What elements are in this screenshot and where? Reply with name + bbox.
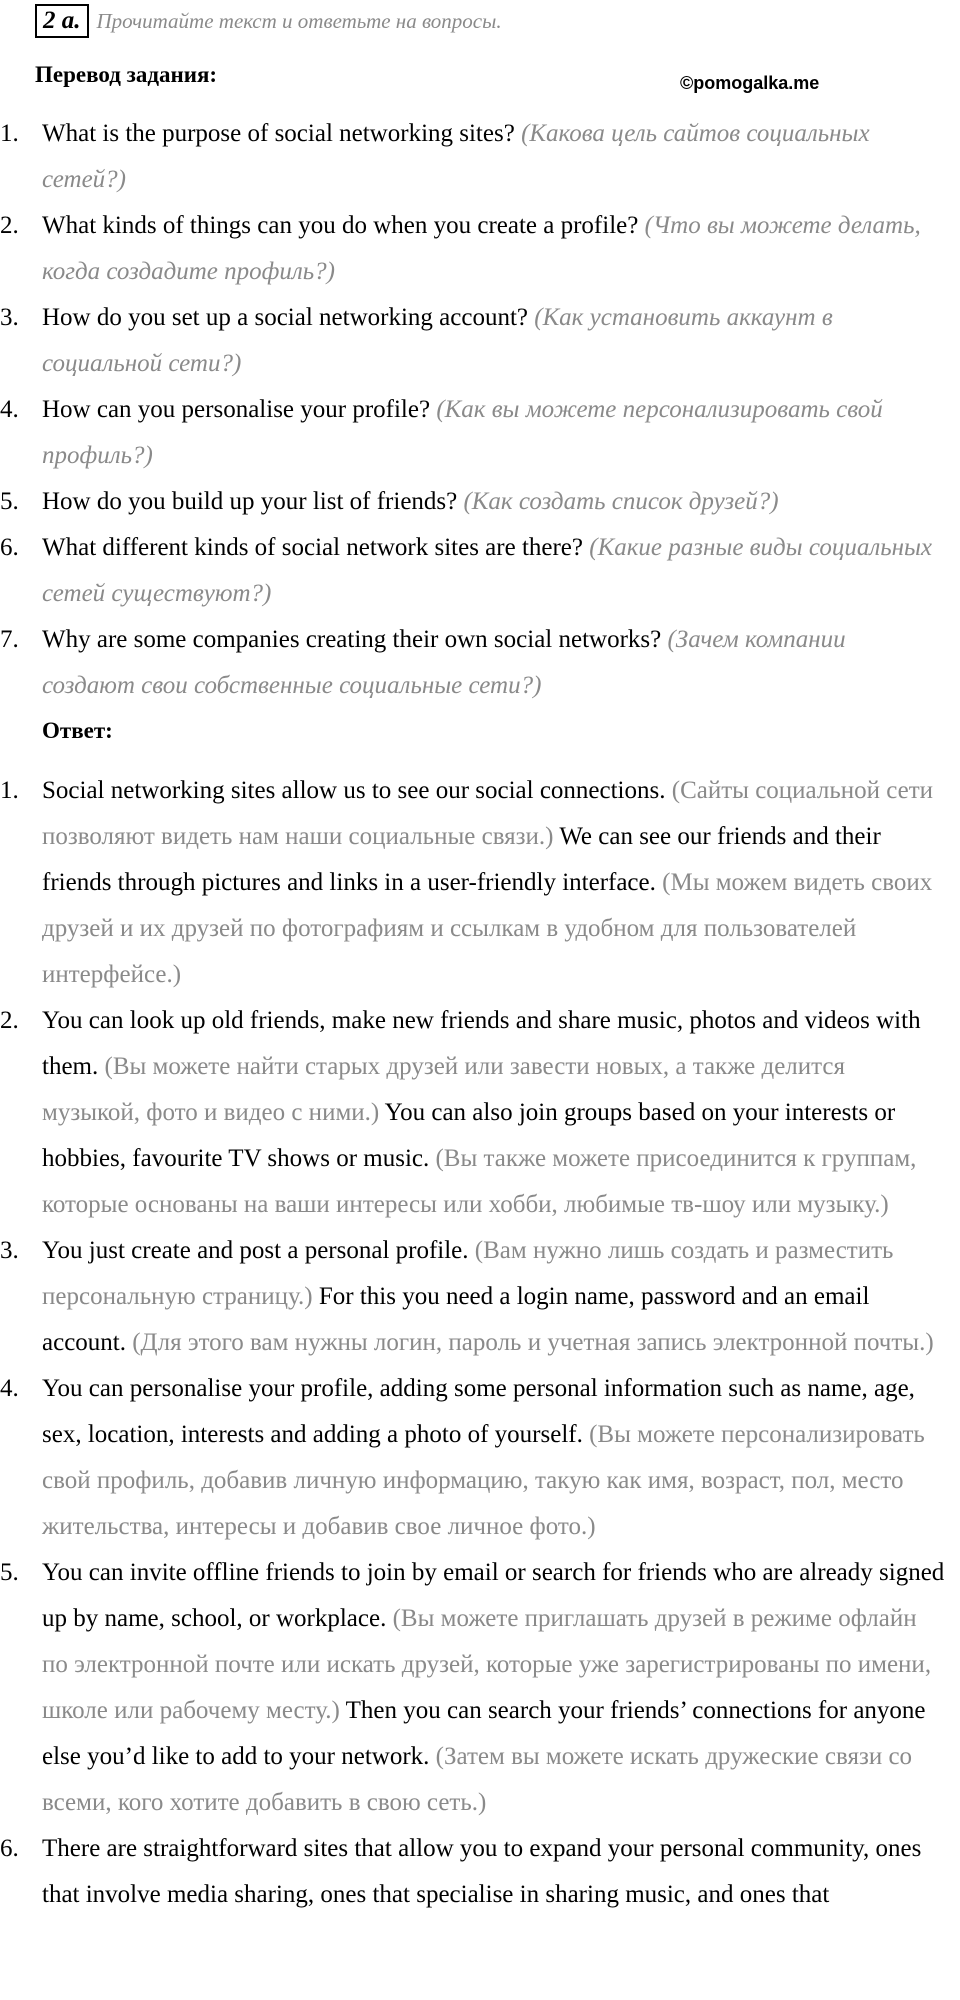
question-text-en: What different kinds of social network sites are there? xyxy=(42,534,584,561)
question-item xyxy=(0,203,940,295)
answer-number: 4. xyxy=(0,1375,19,1402)
answer-text-en: You can also join groups based on your interests or hobbies, favourite TV shows or music. xyxy=(42,1099,896,1172)
question-number: 6. xyxy=(0,534,19,561)
question-item xyxy=(0,525,940,617)
question-item xyxy=(0,479,940,525)
question-number: 5. xyxy=(0,488,19,515)
question-item xyxy=(0,111,940,203)
question-item xyxy=(0,617,940,709)
answer-text-ru: (Мы можем видеть своих друзей и их друзей по фотографиям и ссылкам в удобном для пользователей интерфейсе.) xyxy=(42,869,933,988)
answer-item xyxy=(0,1366,948,1550)
question-text-en: How do you build up your list of friends? xyxy=(42,488,458,515)
answer-number: 6. xyxy=(0,1835,19,1862)
question-text-ru: (Как вы можете персонализировать свой профиль?) xyxy=(42,396,883,469)
question-text-ru: (Что вы можете делать, когда создадите профиль?) xyxy=(42,212,921,285)
answer-text-ru: (Для этого вам нужны логин, пароль и учетная запись электронной почты.) xyxy=(132,1329,934,1356)
question-item xyxy=(0,387,940,479)
answer-text-en: Social networking sites allow us to see our social connections. xyxy=(42,777,666,804)
answer-text-ru: (Сайты социальной сети позволяют видеть нам наши социальные связи.) xyxy=(42,777,934,850)
answer-text-en: We can see our friends and their friends through pictures and links in a user-friendly interface. xyxy=(42,823,881,896)
answer-number: 1. xyxy=(0,777,19,804)
question-number: 4. xyxy=(0,396,19,423)
answer-text-en: You just create and post a personal profile. xyxy=(42,1237,469,1264)
answer-item xyxy=(0,1228,948,1366)
question-number: 7. xyxy=(0,626,19,653)
answer-number: 3. xyxy=(0,1237,19,1264)
answer-item xyxy=(0,1550,948,1826)
answer-text-ru: (Затем вы можете искать дружеские связи со всеми, кого хотите добавить в свою сеть.) xyxy=(42,1743,913,1816)
question-text-en: What kinds of things can you do when you create a profile? xyxy=(42,212,639,239)
question-text-ru: (Какова цель сайтов социальных сетей?) xyxy=(42,120,870,193)
answer-text-ru: (Вы можете приглашать друзей в режиме офлайн по электронной почте или искать друзей, которые уже зарегистрированы по имени, школе или рабочему месту.) xyxy=(42,1605,932,1724)
questions-list xyxy=(0,111,940,709)
question-text-ru: (Как создать список друзей?) xyxy=(463,488,779,515)
watermark: ©pomogalka.me xyxy=(680,73,820,93)
answer-item xyxy=(0,998,948,1228)
answer-text-en: You can look up old friends, make new friends and share music, photos and videos with them. xyxy=(42,1007,921,1080)
question-text-ru: (Как установить аккаунт в социальной сети?) xyxy=(42,304,833,377)
task-header xyxy=(35,4,502,38)
question-text-en: Why are some companies creating their own social networks? xyxy=(42,626,662,653)
question-number: 2. xyxy=(0,212,19,239)
answer-text-ru: (Вы можете персонализировать свой профиль, добавив личную информацию, такую как имя, возраст, пол, место жительства, интересы и добавив свое личное фото.) xyxy=(42,1421,925,1540)
answer-number: 2. xyxy=(0,1007,19,1034)
question-text-en: How do you set up a social networking account? xyxy=(42,304,528,331)
answer-text-en: You can personalise your profile, adding some personal information such as name, age, sex, location, interests and adding a photo of yourself. xyxy=(42,1375,915,1448)
answer-text-ru: (Вам нужно лишь создать и разместить персональную страницу.) xyxy=(42,1237,894,1310)
question-number: 1. xyxy=(0,120,19,147)
answer-text-en: For this you need a login name, password and an email account. xyxy=(42,1283,870,1356)
question-text-en: What is the purpose of social networking sites? xyxy=(42,120,515,147)
question-text-ru: (Зачем компании создают свои собственные социальные сети?) xyxy=(42,626,846,699)
answer-number: 5. xyxy=(0,1559,19,1586)
answer-text-en: There are straightforward sites that allow you to expand your personal community, ones that involve media sharing, ones that specialise in sharing music, and ones that xyxy=(42,1835,922,1908)
task-number: 2 a. xyxy=(35,4,89,38)
answer-text-en: You can invite offline friends to join by email or search for friends who are already signed up by name, school, or workplace. xyxy=(42,1559,945,1632)
answer-text-ru: (Вы также можете присоединится к группам, которые основаны на ваши интересы или хобби, любимые тв-шоу или музыку.) xyxy=(42,1145,917,1218)
task-instruction: Прочитайте текст и ответьте на вопросы. xyxy=(96,8,502,33)
answer-text-en: Then you can search your friends’ connections for anyone else you’d like to add to your network. xyxy=(42,1697,926,1770)
question-text-en: How can you personalise your profile? xyxy=(42,396,431,423)
question-item xyxy=(0,295,940,387)
translation-title: Перевод задания: xyxy=(35,62,218,87)
answer-item xyxy=(0,1826,948,1918)
question-text-ru: (Какие разные виды социальных сетей существуют?) xyxy=(42,534,933,607)
answer-title: Ответ: xyxy=(42,718,113,743)
answers-list xyxy=(0,768,948,1918)
question-number: 3. xyxy=(0,304,19,331)
answer-item xyxy=(0,768,948,998)
answer-text-ru: (Вы можете найти старых друзей или завести новых, а также делится музыкой, фото и видео с ними.) xyxy=(42,1053,845,1126)
